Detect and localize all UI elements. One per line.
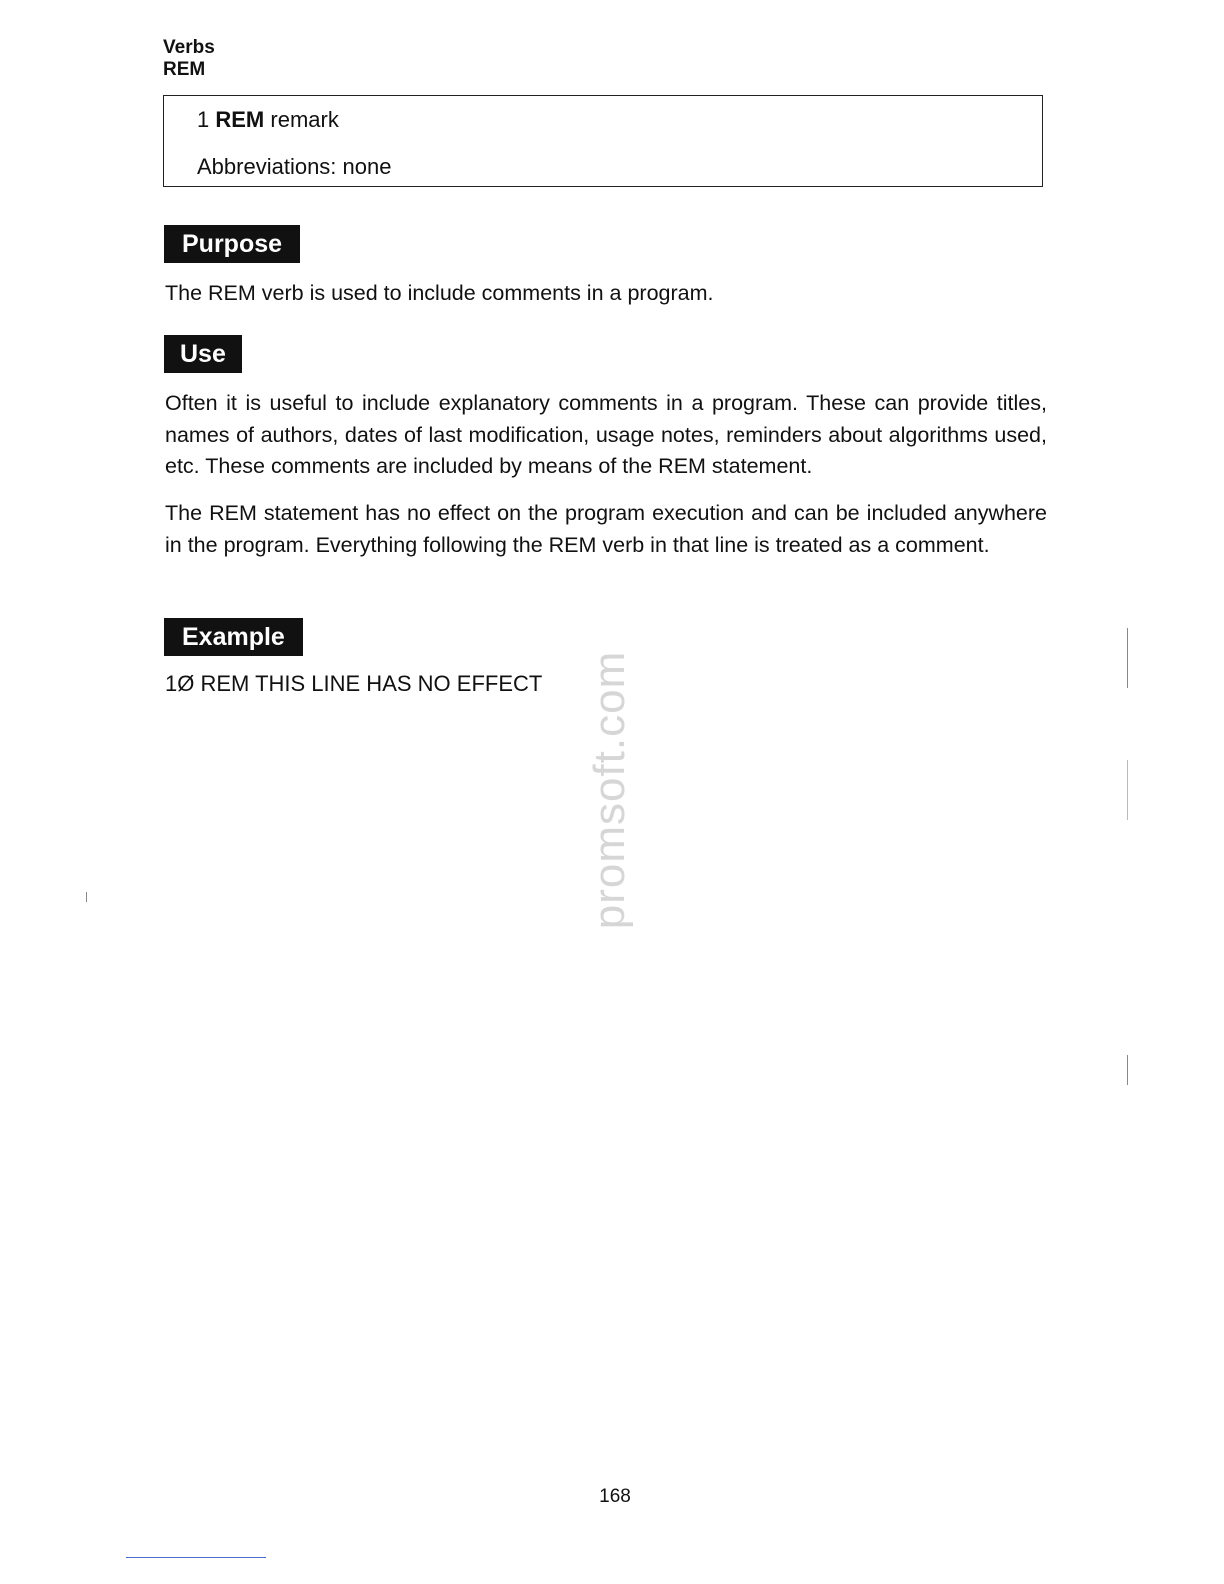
scan-artifact bbox=[86, 892, 87, 902]
header-verb: REM bbox=[163, 59, 206, 80]
bottom-rule bbox=[126, 1557, 266, 1558]
syntax-argument: remark bbox=[270, 107, 339, 132]
scan-artifact bbox=[1127, 1055, 1128, 1085]
purpose-text: The REM verb is used to include comments in a program. bbox=[165, 281, 714, 305]
example-heading: Example bbox=[164, 618, 303, 656]
watermark bbox=[540, 640, 680, 940]
scan-artifact bbox=[1127, 628, 1128, 688]
use-paragraph-1: Often it is useful to include explanatory comments in a program. These can provide titles, names of authors, dates of last modification, usage notes, reminders about algorithms used, etc. These comments are included by means of the REM statement. bbox=[165, 391, 1047, 478]
header-category: Verbs bbox=[163, 37, 215, 58]
page-number: 168 bbox=[599, 1486, 631, 1507]
page-header bbox=[163, 37, 215, 81]
syntax-line-number: 1 bbox=[197, 107, 210, 132]
syntax-box bbox=[163, 95, 1043, 187]
use-paragraph-2: The REM statement has no effect on the program execution and can be included anywhere in the program. Everything following the REM verb in that line is treated as a comment. bbox=[165, 501, 1047, 557]
example-code: 1Ø REM THIS LINE HAS NO EFFECT bbox=[165, 671, 543, 696]
syntax-line bbox=[197, 107, 339, 133]
syntax-keyword: REM bbox=[215, 107, 265, 132]
purpose-heading: Purpose bbox=[164, 225, 300, 263]
use-heading: Use bbox=[164, 335, 242, 373]
watermark-text: promsoft.com bbox=[585, 650, 634, 930]
scan-artifact bbox=[1127, 760, 1128, 820]
syntax-abbreviations: Abbreviations: none bbox=[197, 154, 392, 179]
